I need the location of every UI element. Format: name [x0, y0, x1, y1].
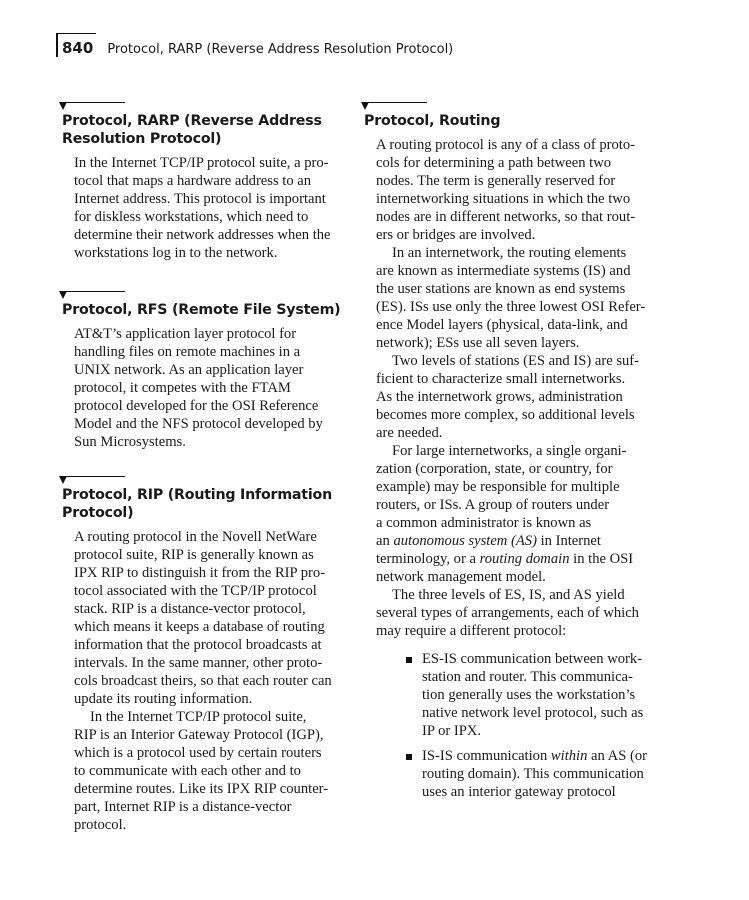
- text-line: example) may be responsible for multiple: [376, 479, 620, 495]
- section-rule: [62, 476, 125, 477]
- text-line: becomes more complex, so additional levels: [376, 407, 635, 423]
- entry-section: [364, 100, 654, 801]
- text-line: ers or bridges are involved.: [376, 227, 536, 243]
- text-line: cols for determining a path between two: [376, 155, 612, 171]
- right-column: [364, 100, 654, 808]
- text-line: for diskless workstations, which need to: [74, 209, 309, 225]
- text-line: In an internetwork, the routing elements: [392, 245, 627, 261]
- text-segment: IS-IS communication: [422, 748, 551, 764]
- text-line: [376, 550, 654, 568]
- text-line: network); ESs use all seven layers.: [376, 335, 580, 351]
- bullet-list: [402, 650, 654, 801]
- text-line: protocol developed for the OSI Reference: [74, 398, 319, 414]
- text-segment: in Internet: [536, 533, 601, 549]
- bullet-square-icon: [406, 754, 412, 760]
- text-line: part, Internet RIP is a distance-vector: [74, 799, 292, 815]
- text-line: AT&T’s application layer protocol for: [74, 326, 297, 342]
- paragraph: [376, 136, 654, 244]
- heading-line: Protocol, Routing: [364, 113, 501, 129]
- text-segment: an AS (or: [587, 748, 647, 764]
- text-line: tion generally uses the workstation’s: [422, 687, 636, 703]
- paragraph: [376, 352, 654, 442]
- text-line: (ES). ISs use only the three lowest OSI Refer-: [376, 299, 646, 315]
- text-line: IPX RIP to distinguish it from the RIP pro-: [74, 565, 326, 581]
- page-number: 840: [62, 39, 94, 57]
- paragraph: [74, 528, 352, 708]
- header-rule-top: [56, 33, 96, 34]
- text-line: update its routing information.: [74, 691, 253, 707]
- text-line: native network level protocol, such as: [422, 705, 644, 721]
- text-line: Internet address. This protocol is important: [74, 191, 326, 207]
- bullet-item: [402, 747, 654, 801]
- triangle-marker-icon: [59, 291, 67, 299]
- section-marker: [364, 100, 654, 112]
- text-line: protocol suite, RIP is generally known as: [74, 547, 314, 563]
- triangle-marker-icon: [361, 102, 369, 110]
- text-line: intervals. In the same manner, other proto-: [74, 655, 323, 671]
- text-line: a common administrator is known as: [376, 515, 592, 531]
- section-marker: [62, 474, 352, 486]
- text-line: determine their network addresses when the: [74, 227, 331, 243]
- text-line: routers, or ISs. A group of routers under: [376, 497, 610, 513]
- text-line: may require a different protocol:: [376, 623, 567, 639]
- entry-heading: [364, 112, 654, 130]
- text-line: stack. RIP is a distance-vector protocol,: [74, 601, 306, 617]
- text-line: tocol that maps a hardware address to an: [74, 173, 312, 189]
- text-line: In the Internet TCP/IP protocol suite,: [90, 709, 307, 725]
- text-line: cols broadcast theirs, so that each router can: [74, 673, 332, 689]
- italic-term: autonomous system (AS): [393, 533, 537, 549]
- bullet-item: [402, 650, 654, 740]
- text-line: routing domain). This communication: [422, 766, 644, 782]
- text-line: For large internetworks, a single organi-: [392, 443, 627, 459]
- text-line: [422, 747, 654, 765]
- text-line: are needed.: [376, 425, 443, 441]
- paragraph: [74, 154, 352, 262]
- text-line: the user stations are known as end systems: [376, 281, 626, 297]
- bullet-square-icon: [406, 657, 412, 663]
- text-line: protocol.: [74, 817, 127, 833]
- entry-heading: [62, 301, 352, 319]
- text-line: tocol associated with the TCP/IP protocol: [74, 583, 317, 599]
- paragraph: [74, 325, 352, 451]
- section-rule: [62, 102, 125, 103]
- entry-body: [74, 154, 352, 262]
- paragraph: [376, 244, 654, 352]
- text-line: which means it keeps a database of routing: [74, 619, 325, 635]
- italic-term: within: [550, 748, 588, 764]
- heading-line: Protocol, RFS (Remote File System): [62, 302, 341, 318]
- text-line: protocol, it competes with the FTAM: [74, 380, 291, 396]
- section-rule: [62, 291, 125, 292]
- text-line: several types of arrangements, each of which: [376, 605, 639, 621]
- header-rule: [56, 33, 58, 57]
- text-line: nodes are in different networks, so that rout-: [376, 209, 636, 225]
- text-line: uses an interior gateway protocol: [422, 784, 616, 800]
- text-line: determine routes. Like its IPX RIP counter-: [74, 781, 329, 797]
- heading-line: Protocol): [62, 505, 134, 521]
- text-line: handling files on remote machines in a: [74, 344, 301, 360]
- left-column: [62, 100, 352, 834]
- text-line: which is a protocol used by certain routers: [74, 745, 322, 761]
- text-segment: in the OSI: [569, 551, 634, 567]
- text-line: internetworking situations in which the two: [376, 191, 631, 207]
- entry-section: [62, 289, 352, 451]
- entry-body: [376, 136, 654, 801]
- running-title: Protocol, RARP (Reverse Address Resolution Protocol): [107, 42, 454, 57]
- entry-body: [74, 325, 352, 451]
- entry-heading: [62, 112, 352, 148]
- text-line: are known as intermediate systems (IS) and: [376, 263, 631, 279]
- text-line: zation (corporation, state, or country, for: [376, 461, 613, 477]
- text-line: ES-IS communication between work-: [422, 651, 643, 667]
- text-line: Model and the NFS protocol developed by: [74, 416, 323, 432]
- section-marker: [62, 289, 352, 301]
- text-line: A routing protocol is any of a class of proto-: [376, 137, 635, 153]
- text-segment: an: [376, 533, 394, 549]
- text-line: nodes. The term is generally reserved for: [376, 173, 616, 189]
- text-line: station and router. This communica-: [422, 669, 633, 685]
- text-line: A routing protocol in the Novell NetWare: [74, 529, 317, 545]
- text-line: to communicate with each other and to: [74, 763, 301, 779]
- paragraph: [376, 442, 654, 586]
- text-line: In the Internet TCP/IP protocol suite, a pro-: [74, 155, 329, 171]
- text-line: IP or IPX.: [422, 723, 482, 739]
- text-line: UNIX network. As an application layer: [74, 362, 304, 378]
- text-line: information that the protocol broadcasts at: [74, 637, 322, 653]
- triangle-marker-icon: [59, 476, 67, 484]
- text-line: As the internetwork grows, administration: [376, 389, 623, 405]
- text-line: Two levels of stations (ES and IS) are suf-: [392, 353, 640, 369]
- paragraph: [376, 586, 654, 640]
- italic-term: routing domain: [479, 551, 570, 567]
- section-rule: [364, 102, 427, 103]
- text-line: Sun Microsystems.: [74, 434, 186, 450]
- text-line: ence Model layers (physical, data-link, and: [376, 317, 628, 333]
- text-line: workstations log in to the network.: [74, 245, 278, 261]
- text-line: ficient to characterize small internetworks.: [376, 371, 626, 387]
- text-line: RIP is an Interior Gateway Protocol (IGP),: [74, 727, 324, 743]
- entry-heading: [62, 486, 352, 522]
- heading-line: Protocol, RARP (Reverse Address: [62, 113, 322, 129]
- section-marker: [62, 100, 352, 112]
- text-line: The three levels of ES, IS, and AS yield: [392, 587, 625, 603]
- text-segment: terminology, or a: [376, 551, 480, 567]
- heading-line: Protocol, RIP (Routing Information: [62, 487, 333, 503]
- paragraph: [74, 708, 352, 834]
- text-line: [376, 532, 654, 550]
- running-header: [56, 33, 453, 57]
- heading-line: Resolution Protocol): [62, 131, 222, 147]
- entry-section: [62, 474, 352, 834]
- triangle-marker-icon: [59, 102, 67, 110]
- entry-section: [62, 100, 352, 262]
- entry-body: [74, 528, 352, 834]
- text-line: network management model.: [376, 569, 546, 585]
